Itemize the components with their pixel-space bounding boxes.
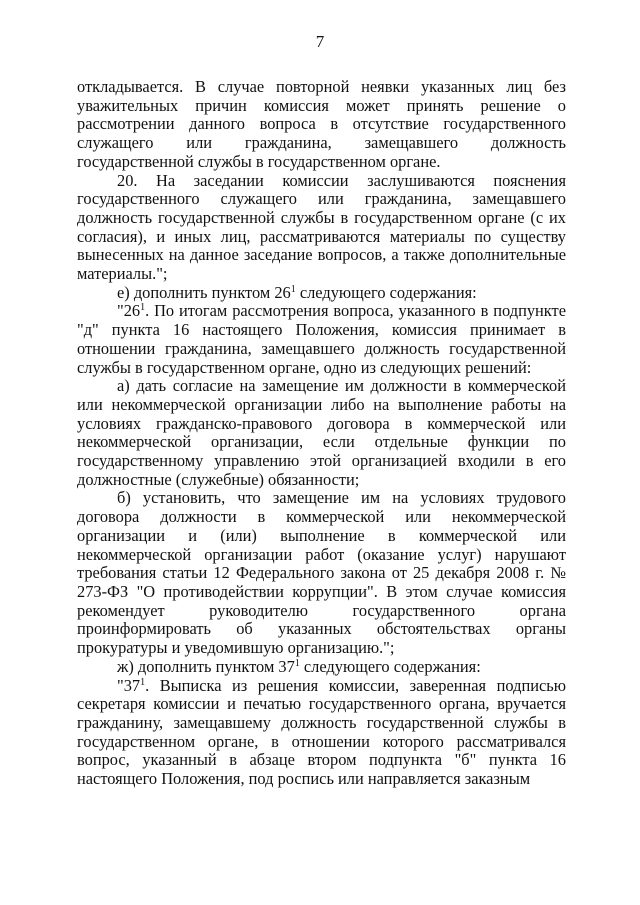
document-body (77, 78, 566, 789)
superscript: 1 (140, 302, 146, 314)
paragraph-amendment-zh (77, 658, 566, 677)
superscript: 1 (290, 283, 296, 295)
superscript: 1 (140, 676, 146, 688)
paragraph-item-26-1 (77, 302, 566, 377)
item-26-1-number: "26 (117, 301, 141, 321)
page-number: 7 (315, 32, 325, 51)
paragraph-subitem-a: а) дать согласие на замещение им должности в коммерческой или некоммерческой организации либо на выполнение работы на условиях гражданско-правового договора в коммерческой или некоммерческой организации, если отдельные функции по государственному управлению этой организацией входили в его должностные (служебные) обязанности; (77, 376, 566, 489)
superscript: 1 (294, 657, 300, 669)
amendment-e-text-end: следующего содержания: (295, 282, 477, 302)
paragraph-subitem-b: б) установить, что замещение им на условиях трудового договора должности в коммерческой или некоммерческой организации и (или) выполнение в коммерческой или некоммерческой организации работ (оказание услуг) нарушают требования статьи 12 Федерального закона от 25 декабря 2008 г. № 273-ФЗ "О противодействии коррупции". В этом случае комиссия рекомендует руководителю государственного органа проинформировать об указанных обстоятельствах органы прокуратуры и уведомившую организацию."; (77, 488, 566, 658)
paragraph-amendment-e (77, 284, 566, 303)
amendment-zh-text-end: следующего содержания: (299, 656, 481, 676)
paragraph-continuation: откладывается. В случае повторной неявки указанных лиц без уважительных причин комиссия может принять решение о рассмотрении данного вопроса в отсутствие государственного служащего или гражданина, замещавшего должность государственной службы в государственном органе. (77, 77, 566, 171)
item-26-1-text: . По итогам рассмотрения вопроса, указанного в подпункте "д" пункта 16 настоящего Положения, комиссия принимает в отношении гражданина, замещавшего должность государственной службы в государственном органе, одно из следующих решений: (77, 301, 566, 377)
item-37-1-number: "37 (117, 675, 141, 695)
amendment-zh-text: ж) дополнить пунктом 37 (117, 656, 295, 676)
paragraph-item-20: 20. На заседании комиссии заслушиваются пояснения государственного служащего или гражданина, замещавшего должность государственной службы в государственном органе (с их согласия), и иных лиц, рассматриваются материалы по существу вынесенных на данное заседание вопросов, а также дополнительные материалы."; (77, 170, 566, 284)
amendment-e-text: е) дополнить пунктом 26 (117, 282, 291, 302)
paragraph-item-37-1 (77, 677, 566, 789)
item-37-1-text: . Выписка из решения комиссии, заверенная подписью секретаря комиссии и печатью государственного органа, вручается гражданину, замещавшему должность государственной службы в государственном органе, в отношении которого рассматривался вопрос, указанный в абзаце втором подпункта "б" пункта 16 настоящего Положения, под роспись или направляется заказным (77, 675, 566, 789)
